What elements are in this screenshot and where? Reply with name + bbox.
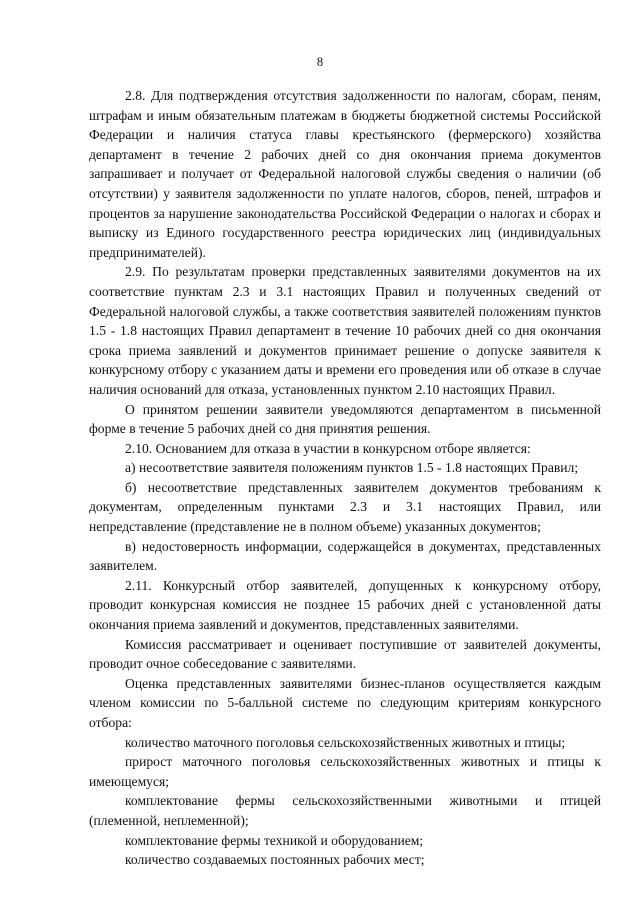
paragraph-refusal-a: а) несоответствие заявителя положениям пунктов 1.5 - 1.8 настоящих Правил; — [125, 460, 579, 476]
criterion-livestock-count: количество маточного поголовья сельскохозяйственных животных и птицы; — [125, 734, 566, 750]
criterion-jobs: количество создаваемых постоянных рабочих мест; — [125, 852, 425, 868]
paragraph-2-11: 2.11. Конкурсный отбор заявителей, допущенных к конкурсному отбору, проводит конкурсная комиссия не позднее 15 рабочих дней с установленной даты окончания приема заявлений и документов, представленных заявителями. — [89, 577, 601, 633]
criterion-farm-equipment: комплектование фермы техникой и оборудованием; — [125, 832, 424, 848]
page-number: 8 — [316, 55, 324, 69]
paragraph-commission: Комиссия рассматривает и оценивает поступившие от заявителей документы, проводит очное собеседование с заявителями. — [89, 636, 601, 672]
criterion-farm-animals: комплектование фермы сельскохозяйственными животными и птицей (племенной, неплеменной); — [89, 793, 601, 828]
paragraph-2-9: 2.9. По результатам проверки представленных заявителями документов на их соответствие пунктам 2.3 и 3.1 настоящих Правил и полученных сведений от Федеральной налоговой службы, а также соответствия заявителей положениям пунктов 1.5 - 1.8 настоящих Правил департамент в течение 10 рабочих дней со дня окончания срока приема заявлений и документов принимает решение о допуске заявителя к конкурсному отбору с указанием даты и времени его проведения или об отказе в случае наличия оснований для отказа, установленных пунктом 2.10 настоящих Правил. — [89, 264, 601, 397]
paragraph-2-8: 2.8. Для подтверждения отсутствия задолженности по налогам, сборам, пеням, штрафам и иным обязательным платежам в бюджеты бюджетной системы Российской Федерации и наличия статуса главы крестьянского (фермерского) хозяйства департамент в течение 2 рабочих дней со дня окончания приема документов запрашивает и получает от Федеральной налоговой службы сведения о наличии (об отсутствии) у заявителя задолженности по уплате налогов, сборов, пеней, штрафов и процентов за нарушение законодательства Российской Федерации о налогах и сборах и выписку из Единого государственного реестра юридических лиц (индивидуальных предпринимателей). — [89, 88, 601, 260]
paragraph-2-10: 2.10. Основанием для отказа в участии в конкурсном отборе является: — [125, 440, 531, 456]
paragraph-notification: О принятом решении заявители уведомляются департаментом в письменной форме в течение 5 рабочих дней со дня принятия решения. — [89, 401, 601, 437]
paragraph-refusal-v: в) недостоверность информации, содержащейся в документах, представленных заявителем. — [89, 538, 601, 574]
paragraph-evaluation: Оценка представленных заявителями бизнес-планов осуществляется каждым членом комиссии по 5-балльной системе по следующим критериям конкурсного отбора: — [89, 675, 601, 730]
document-body — [89, 86, 601, 870]
criterion-livestock-growth: прирост маточного поголовья сельскохозяйственных животных и птицы к имеющемуся; — [89, 754, 601, 789]
paragraph-refusal-b: б) несоответствие представленных заявителем документов требованиям к документам, определенным пунктами 2.3 и 3.1 настоящих Правил, или непредставление (представление не в полном объеме) указанных документов; — [89, 479, 601, 535]
